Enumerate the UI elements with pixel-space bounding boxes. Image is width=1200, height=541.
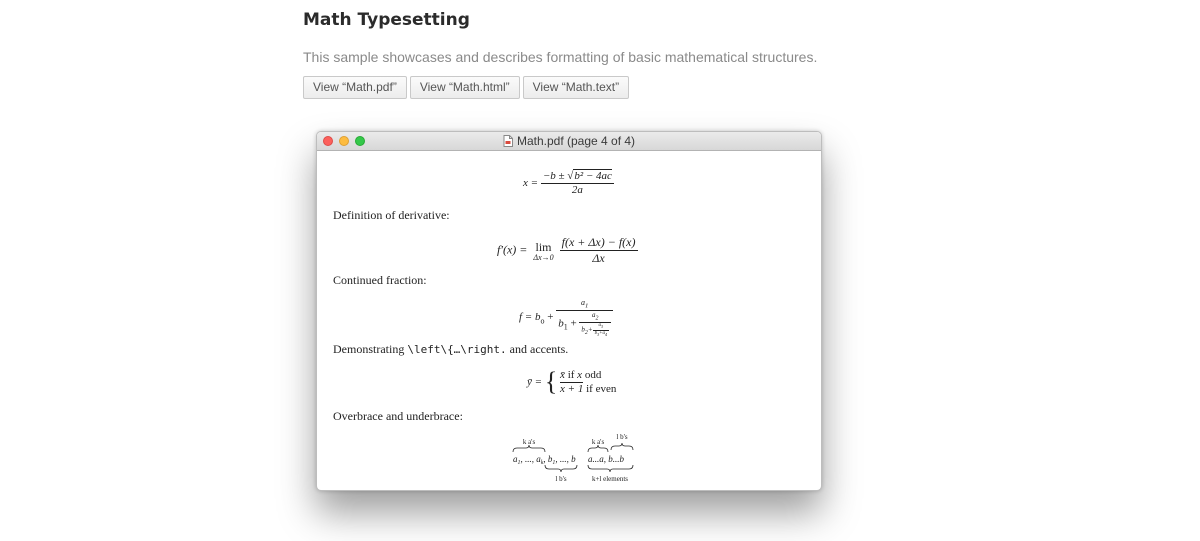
right-underbrace-label: k+l elements	[591, 475, 629, 483]
overbrace-underbrace-formula	[507, 434, 647, 486]
quadratic-formula	[523, 170, 614, 197]
right-overbrace-label-2: l b's	[616, 434, 628, 441]
view-text-button[interactable]: View “Math.text”	[523, 76, 629, 99]
view-html-button[interactable]: View “Math.html”	[410, 76, 520, 99]
derivative-numerator: f(x + Δx) − f(x)	[561, 235, 636, 249]
left-underbrace-label: l b's	[555, 475, 567, 483]
heading-continued-fraction: Continued fraction:	[333, 273, 427, 287]
cases-formula	[527, 368, 616, 396]
pdf-document-icon	[503, 135, 513, 147]
case-even: x + 1 if even	[560, 383, 617, 395]
latex-code-snippet: \left\{…\right.	[407, 343, 507, 356]
heading-demonstrating: Demonstrating \left\{…\right. and accents.	[333, 342, 569, 356]
derivative-formula	[497, 236, 638, 265]
right-overbrace-2	[611, 443, 633, 450]
case-odd: x̄ if x odd	[560, 369, 602, 381]
derivative-lhs: f′(x) =	[497, 242, 528, 257]
limit-subscript: Δx→0	[533, 252, 554, 262]
left-brace: {	[544, 367, 558, 396]
right-overbrace-label-1: k a's	[591, 438, 605, 446]
left-overbrace	[513, 445, 545, 452]
cases-lhs: ȳ =	[527, 376, 543, 388]
quadratic-numerator: −b ± √b² − 4ac	[542, 170, 612, 182]
continued-fraction-formula: $f = b_o$ + $a_1$ $b_1$ + $a_2$ $b_2+$ $\frac{a_3}{b_3+a_4}$	[519, 298, 613, 337]
quadratic-radicand: b² − 4ac	[574, 170, 612, 182]
continued-fraction-outer: $a_1$ $b_1$ + $a_2$ $b_2+$ $\frac{a_3}{b_3+a_4}$	[556, 298, 613, 337]
window-title	[317, 134, 821, 148]
page-title: Math Typesetting	[303, 10, 470, 30]
continued-fraction-innermost: $\frac{a_3}{b_3+a_4}$	[594, 323, 608, 338]
quadratic-denominator: 2a	[571, 183, 583, 196]
window-titlebar[interactable]	[317, 132, 821, 151]
right-sequence: a...a, b...b	[588, 454, 624, 464]
left-overbrace-label: k a's	[522, 438, 536, 446]
view-pdf-button[interactable]: View “Math.pdf”	[303, 76, 407, 99]
view-buttons	[303, 76, 632, 99]
heading-overbrace: Overbrace and underbrace:	[333, 409, 463, 423]
quadratic-fraction	[541, 170, 614, 197]
right-overbrace-1	[588, 445, 608, 452]
pdf-page	[317, 150, 821, 491]
derivative-denominator: Δx	[592, 250, 605, 265]
derivative-limit	[533, 240, 553, 262]
preview-window	[316, 131, 822, 491]
left-underbrace	[545, 465, 577, 472]
right-underbrace	[588, 465, 633, 472]
heading-derivative: Definition of derivative:	[333, 208, 450, 222]
page-description: This sample showcases and describes formatting of basic mathematical structures.	[303, 49, 818, 65]
limit-label: lim	[535, 239, 552, 254]
continued-fraction-inner: $a_2$ $b_2+$ $\frac{a_3}{b_3+a_4}$	[579, 311, 611, 337]
quadratic-lhs: x =	[523, 176, 539, 189]
left-sequence: $a_1$, ..., $a_k$, $b_1$, ..., b	[513, 454, 576, 466]
window-title-text: Math.pdf (page 4 of 4)	[516, 134, 636, 148]
derivative-fraction	[560, 236, 638, 265]
